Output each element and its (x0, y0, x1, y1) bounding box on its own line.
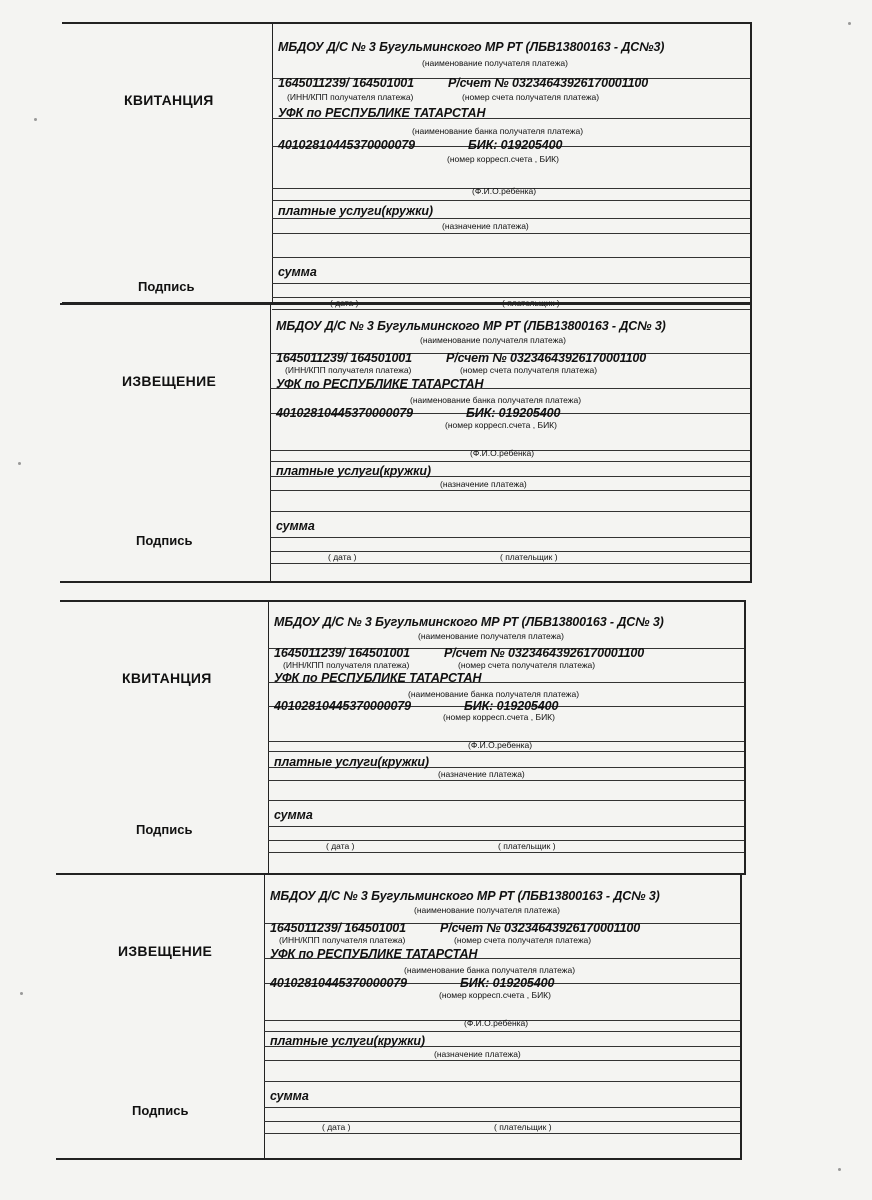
form-row-line (264, 1081, 740, 1082)
form-top-border (60, 303, 750, 305)
payment-purpose: платные услуги(кружки) (274, 754, 429, 769)
form-title: ИЗВЕЩЕНИЕ (122, 373, 217, 389)
form-row-line (268, 780, 744, 781)
scan-speck (18, 462, 21, 465)
hint-account-caption: (номер счета получателя платежа) (462, 92, 600, 102)
payment-form (60, 303, 752, 583)
inn-kpp: 1645011239/ 164501001 (274, 645, 411, 660)
hint-bank-caption: (наименование банка получателя платежа) (404, 965, 576, 976)
hint-bank-caption: (наименование банка получателя платежа) (410, 395, 582, 406)
hint-corr-caption: (номер корресп.счета , БИК) (439, 989, 551, 1000)
bik-code: БИК: 019205400 (466, 405, 561, 420)
hint-recipient-caption: (наименование получателя платежа) (420, 334, 566, 345)
inn-kpp: 1645011239/ 164501001 (276, 350, 413, 365)
hint-child-caption: (Ф.И.О.ребенка) (470, 448, 535, 459)
inn-kpp: 1645011239/ 164501001 (278, 76, 415, 90)
payment-form (60, 600, 746, 875)
recipient-name: МБДОУ Д/С № 3 Бугульминского МР РТ (ЛБВ13800163 - ДС№ 3) (274, 615, 664, 630)
bank-name: УФК по РЕСПУБЛИКЕ ТАТАРСТАН (274, 671, 482, 686)
hint-recipient-caption: (наименование получателя платежа) (418, 630, 564, 641)
form-title: КВИТАНЦИЯ (124, 92, 214, 108)
hint-bank-caption: (наименование банка получателя платежа) (412, 126, 584, 136)
scan-speck (20, 992, 23, 995)
payer-caption: ( плательщик ) (502, 298, 560, 308)
hint-purpose-caption: (назначение платежа) (440, 479, 527, 490)
form-top-border (60, 600, 744, 602)
date-caption: ( дата ) (322, 1122, 351, 1132)
recipient-name: МБДОУ Д/С № 3 Бугульминского МР РТ (ЛБВ13800163 - ДС№ 3) (276, 318, 666, 333)
bik-code: БИК: 019205400 (464, 698, 559, 713)
form-title: ИЗВЕЩЕНИЕ (118, 943, 213, 959)
form-row-line (264, 1060, 740, 1061)
form-row-line (264, 1031, 740, 1032)
payment-purpose: платные услуги(кружки) (276, 464, 431, 479)
hint-account-caption: (номер счета получателя платежа) (454, 934, 592, 945)
hint-account-caption: (номер счета получателя платежа) (458, 659, 596, 670)
correspondent-account: 40102810445370000079 (278, 138, 416, 152)
scan-speck (34, 118, 37, 121)
form-bottom-border (60, 581, 750, 583)
form-row-line (272, 257, 750, 258)
account-number: Р/счет № 03234643926170001100 (444, 645, 645, 660)
recipient-name: МБДОУ Д/С № 3 Бугульминского МР РТ (ЛБВ13800163 - ДС№ 3) (270, 888, 660, 903)
sum-label: сумма (278, 265, 317, 279)
form-row-line (268, 800, 744, 801)
form-column-divider (270, 303, 271, 583)
recipient-name: МБДОУ Д/С № 3 Бугульминского МР РТ (ЛБВ13800163 - ДС№3) (278, 40, 665, 54)
hint-inn-caption: (ИНН/КПП получателя платежа) (279, 934, 406, 945)
form-row-line (272, 200, 750, 201)
sum-label: сумма (276, 519, 315, 533)
hint-purpose-caption: (назначение платежа) (442, 221, 529, 231)
hint-bank-caption: (наименование банка получателя платежа) (408, 688, 580, 699)
account-number: Р/счет № 03234643926170001100 (448, 76, 649, 90)
correspondent-account: 40102810445370000079 (276, 405, 414, 420)
account-number: Р/счет № 03234643926170001100 (440, 920, 641, 935)
sum-label: сумма (274, 808, 313, 822)
form-row-line (268, 852, 744, 853)
hint-child-caption: (Ф.И.О.ребенка) (468, 739, 533, 750)
bik-code: БИК: 019205400 (468, 138, 563, 152)
form-row-line (268, 751, 744, 752)
correspondent-account: 40102810445370000079 (270, 975, 408, 990)
form-row-line (264, 1133, 740, 1134)
payment-form (62, 22, 752, 308)
form-bottom-border (56, 1158, 740, 1160)
sum-label: сумма (270, 1089, 309, 1103)
hint-corr-caption: (номер корресп.счета , БИК) (443, 712, 555, 723)
form-top-border (56, 873, 740, 875)
form-column-divider (268, 600, 269, 875)
form-title: КВИТАНЦИЯ (122, 670, 212, 686)
scan-speck (848, 22, 851, 25)
form-column-divider (264, 873, 265, 1160)
signature-label: Подпись (136, 533, 193, 548)
signature-label: Подпись (136, 822, 193, 837)
hint-inn-caption: (ИНН/КПП получателя платежа) (283, 659, 410, 670)
form-row-line (268, 826, 744, 827)
payer-caption: ( плательщик ) (500, 552, 558, 562)
account-number: Р/счет № 03234643926170001100 (446, 350, 647, 365)
payment-form (56, 873, 742, 1160)
hint-account-caption: (номер счета получателя платежа) (460, 364, 598, 375)
form-row-line (270, 537, 750, 538)
hint-child-caption: (Ф.И.О.ребенка) (464, 1018, 529, 1029)
payer-caption: ( плательщик ) (498, 841, 556, 851)
hint-corr-caption: (номер корресп.счета , БИК) (445, 419, 557, 430)
bank-name: УФК по РЕСПУБЛИКЕ ТАТАРСТАН (276, 377, 484, 392)
hint-recipient-caption: (наименование получателя платежа) (422, 58, 568, 68)
hint-inn-caption: (ИНН/КПП получателя платежа) (287, 92, 414, 102)
payment-purpose: платные услуги(кружки) (270, 1034, 425, 1049)
payer-caption: ( плательщик ) (494, 1122, 552, 1132)
correspondent-account: 40102810445370000079 (274, 698, 412, 713)
hint-purpose-caption: (назначение платежа) (438, 769, 525, 780)
hint-child-caption: (Ф.И.О.ребенка) (472, 186, 537, 196)
form-row-line (272, 218, 750, 219)
scan-speck (838, 1168, 841, 1171)
signature-label: Подпись (138, 279, 195, 294)
bank-name: УФК по РЕСПУБЛИКЕ ТАТАРСТАН (278, 106, 486, 120)
form-row-line (272, 283, 750, 284)
form-column-divider (272, 22, 273, 304)
bik-code: БИК: 019205400 (460, 975, 555, 990)
hint-corr-caption: (номер корресп.счета , БИК) (447, 154, 559, 164)
form-row-line (270, 461, 750, 462)
form-row-line (272, 233, 750, 234)
hint-purpose-caption: (назначение платежа) (434, 1049, 521, 1060)
payment-purpose: платные услуги(кружки) (278, 204, 433, 218)
date-caption: ( дата ) (330, 298, 359, 308)
signature-label: Подпись (132, 1103, 189, 1118)
form-row-line (270, 563, 750, 564)
hint-recipient-caption: (наименование получателя платежа) (414, 904, 560, 915)
date-caption: ( дата ) (326, 841, 355, 851)
date-caption: ( дата ) (328, 552, 357, 562)
bank-name: УФК по РЕСПУБЛИКЕ ТАТАРСТАН (270, 947, 478, 962)
form-row-line (270, 511, 750, 512)
form-top-border (62, 22, 750, 24)
inn-kpp: 1645011239/ 164501001 (270, 920, 407, 935)
hint-inn-caption: (ИНН/КПП получателя платежа) (285, 364, 412, 375)
form-row-line (264, 1107, 740, 1108)
form-row-line (270, 490, 750, 491)
